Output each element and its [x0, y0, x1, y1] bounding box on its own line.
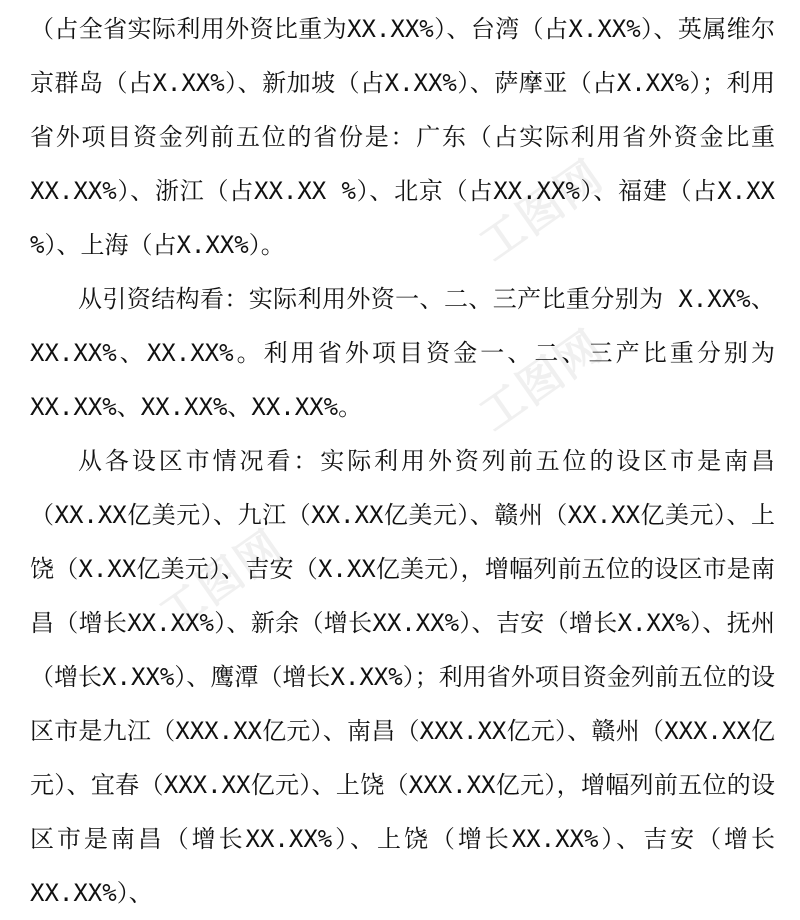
watermark-3: 工图网 — [470, 320, 613, 442]
watermark-2: 工图网 — [150, 520, 293, 642]
paragraph-source-regions: （占全省实际利用外资比重为XX.XX%）、台湾（占X.XX%）、英属维尔京群岛（占X.XX%）、新加坡（占X.XX%）、萨摩亚（占X.XX%）；利用省外项目资金列前五位的省份是：广东（占实际利用省外资金比重XX.XX%）、浙江（占XX.XX %）、北京（占XX.XX%）、福建（占X.XX %）、上海（占X.XX%）。 — [30, 15, 775, 259]
paragraph-city-rankings: 从各设区市情况看：实际利用外资列前五位的设区市是南昌（XX.XX亿美元）、九江（XX.XX亿美元）、赣州（XX.XX亿美元）、上饶（X.XX亿美元）、吉安（X.XX亿美元），增幅列前五位的设区市是南昌（增长XX.XX%）、新余（增长XX.XX%）、吉安（增长X.XX%）、抚州（增长X.XX%）、鹰潭（增长X.XX%）；利用省外项目资金列前五位的设区市是九江（XXX.XX亿元）、南昌（XXX.XX亿元）、赣州（XXX.XX亿元）、宜春（XXX.XX亿元）、上饶（XXX.XX亿元），增幅列前五位的设区市是南昌（增长XX.XX%）、上饶（增长XX.XX%）、吉安（增长XX.XX%）、 — [30, 447, 775, 907]
watermark-1: 工图网 — [470, 150, 613, 272]
paragraph-investment-structure: 从引资结构看：实际利用外资一、二、三产比重分别为 X.XX%、XX.XX%、XX.XX%。利用省外项目资金一、二、三产比重分别为XX.XX%、XX.XX%、XX.XX%。 — [30, 285, 775, 421]
document-body — [30, 2, 775, 920]
